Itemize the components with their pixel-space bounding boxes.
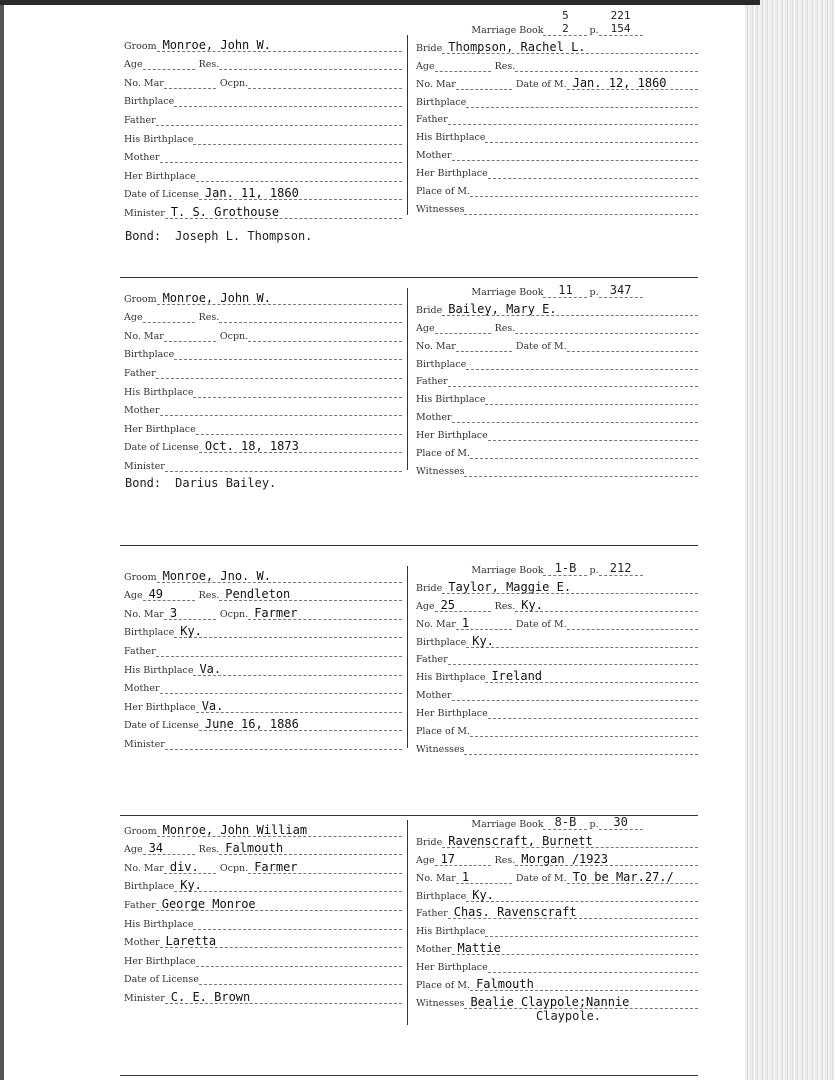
bride-field-father [416, 370, 698, 388]
page-top: 221 [610, 9, 631, 22]
field-label: His Birthplace [124, 664, 194, 676]
groom-ocpn-value: Farmer [248, 861, 402, 874]
bride-res-value: Morgan /1923 [515, 853, 698, 866]
field-label: Marriage Book [471, 25, 544, 36]
field-label: Father [124, 114, 156, 126]
field-label: Father [416, 376, 448, 388]
bride-field-age [416, 54, 698, 72]
field-label: Age [416, 60, 435, 72]
field-label: Date of M. [515, 78, 567, 90]
groom-no-mar-value: 3 [164, 607, 216, 620]
bride-witnesses-value [464, 754, 698, 755]
groom-field-his-birthplace [124, 911, 402, 930]
field-label: Age [124, 59, 143, 71]
bond-value: Darius Bailey. [175, 476, 277, 490]
bond-value: Joseph L. Thompson. [175, 229, 313, 243]
marriage-record-card [120, 815, 700, 1058]
groom-field-no-mar [124, 855, 402, 874]
bride-section [416, 556, 698, 755]
field-label: Place of M. [416, 186, 471, 198]
field-label: Res. [198, 312, 220, 324]
groom-age-value: 49 [143, 588, 195, 601]
field-label: Mother [124, 937, 160, 949]
column-divider [407, 566, 408, 748]
groom-field-father [124, 360, 402, 379]
field-label: Bride [416, 42, 443, 54]
marriage-book-number [562, 9, 569, 35]
field-label: Res. [198, 590, 220, 602]
groom-birthplace-value: Ky. [174, 625, 402, 638]
field-label: Res. [198, 844, 220, 856]
field-label: Birthplace [416, 358, 467, 370]
groom-field-no-mar [124, 323, 402, 342]
field-label: Her Birthplace [416, 708, 488, 720]
groom-birthplace-value: Ky. [174, 879, 402, 892]
field-label: Father [124, 645, 156, 657]
groom-res-value: Pendleton [219, 588, 402, 601]
field-label: Her Birthplace [124, 701, 196, 713]
groom-field-groom [124, 564, 402, 583]
field-label: Date of License [124, 720, 199, 732]
field-label: Age [124, 312, 143, 324]
bride-field-birthplace [416, 352, 698, 370]
field-label: Mother [124, 405, 160, 417]
field-label: His Birthplace [124, 386, 194, 398]
field-label: Minister [124, 738, 165, 750]
field-label: Marriage Book [471, 565, 544, 576]
field-label: His Birthplace [416, 394, 486, 406]
field-label: Place of M. [416, 726, 471, 738]
groom-field-mother [124, 930, 402, 949]
field-label: Mother [416, 944, 452, 956]
bride-section [416, 810, 698, 1024]
groom-field-age [124, 305, 402, 324]
scan-top-edge [0, 0, 760, 5]
field-label: Minister [124, 992, 165, 1004]
bride-field-her-birthplace [416, 423, 698, 441]
field-label: His Birthplace [416, 132, 486, 144]
scan-left-edge [0, 0, 4, 1080]
bond-label: Bond: [125, 476, 162, 490]
field-label: No. Mar [124, 608, 164, 620]
bride-father-value: Chas. Ravenscraft [448, 906, 698, 919]
groom-field-father [124, 638, 402, 657]
field-label: Date of M. [515, 618, 567, 630]
groom-date-of-license-value: June 16, 1886 [199, 718, 402, 731]
field-label: Age [416, 854, 435, 866]
field-label: Witnesses [416, 743, 465, 755]
field-label: Ocpn. [219, 77, 249, 89]
bride-field-no-mar [416, 72, 698, 90]
groom-field-birthplace [124, 874, 402, 893]
bond-line [125, 229, 312, 243]
bride-field-place-of-m [416, 441, 698, 459]
marriage-page-value: 212 [599, 562, 643, 576]
groom-field-age [124, 837, 402, 856]
bride-field-her-birthplace [416, 161, 698, 179]
field-label: Res. [494, 322, 516, 334]
field-label: His Birthplace [416, 926, 486, 938]
field-label: His Birthplace [416, 672, 486, 684]
bride-no-mar-value: 1 [456, 871, 512, 884]
bride-birthplace-value: Ky. [466, 635, 698, 648]
field-label: Res. [494, 600, 516, 612]
bride-field-his-birthplace [416, 665, 698, 683]
groom-field-minister [124, 985, 402, 1004]
field-label: No. Mar [124, 330, 164, 342]
groom-field-his-birthplace [124, 379, 402, 398]
field-label: Witnesses [416, 997, 465, 1009]
marriage-book-value: 8-B [543, 816, 587, 830]
groom-field-minister [124, 731, 402, 750]
field-label: No. Mar [124, 77, 164, 89]
bride-field-mother [416, 937, 698, 955]
groom-father-value: George Monroe [156, 898, 402, 911]
field-label: Res. [494, 60, 516, 72]
field-label: Witnesses [416, 465, 465, 477]
marriage-page-value: 30 [599, 816, 643, 830]
column-divider [407, 288, 408, 470]
groom-minister-value [165, 749, 402, 750]
groom-date-of-license-value: Jan. 11, 1860 [199, 187, 402, 200]
bride-section [416, 278, 698, 477]
field-label: Place of M. [416, 980, 471, 992]
bond-line [125, 476, 276, 490]
field-label: Father [416, 654, 448, 666]
groom-field-his-birthplace [124, 126, 402, 145]
bride-field-place-of-m [416, 719, 698, 737]
field-label: His Birthplace [124, 133, 194, 145]
field-label: Minister [124, 460, 165, 472]
bride-field-father [416, 648, 698, 666]
field-label: Marriage Book [471, 287, 544, 298]
field-label: Age [416, 322, 435, 334]
field-label: Her Birthplace [124, 423, 196, 435]
bride-age-value: 17 [435, 853, 491, 866]
groom-field-her-birthplace [124, 163, 402, 182]
groom-field-groom [124, 818, 402, 837]
field-label: Marriage Book [471, 819, 544, 830]
groom-field-date-of-license [124, 713, 402, 732]
groom-field-mother [124, 398, 402, 417]
bride-date-of-m-value: Jan. 12, 1860 [567, 77, 698, 90]
field-label: Groom [124, 825, 157, 837]
groom-no-mar-value: div. [164, 861, 216, 874]
bride-mother-value: Mattie [452, 942, 698, 955]
bride-witnesses-value [464, 476, 698, 477]
book-bottom: 2 [562, 22, 569, 35]
bride-witnesses-value: Bealie Claypole;Nannie [464, 996, 698, 1009]
groom-date-of-license-value: Oct. 18, 1873 [199, 440, 402, 453]
bride-field-birthplace [416, 630, 698, 648]
bride-field-mother [416, 143, 698, 161]
groom-name-value: Monroe, Jno. W. [157, 570, 402, 583]
field-label: Ocpn. [219, 330, 249, 342]
bride-field-witnesses [416, 197, 698, 215]
bride-field-her-birthplace [416, 955, 698, 973]
bride-date-of-m-value: To be Mar.27./ [567, 871, 698, 884]
bride-name-value: Bailey, Mary E. [442, 303, 698, 316]
marriage-book-value: 11 [543, 284, 587, 298]
bride-no-mar-value: 1 [456, 617, 512, 630]
field-label: p. [589, 25, 599, 36]
field-label: No. Mar [416, 872, 456, 884]
groom-field-father [124, 892, 402, 911]
field-label: Witnesses [416, 203, 465, 215]
groom-field-age [124, 52, 402, 71]
page-number [611, 9, 631, 35]
field-label: Mother [416, 150, 452, 162]
groom-name-value: Monroe, John W. [157, 39, 402, 52]
field-label: No. Mar [416, 618, 456, 630]
groom-field-his-birthplace [124, 657, 402, 676]
page-bottom: 154 [610, 22, 631, 35]
card-separator [120, 545, 698, 546]
field-label: Birthplace [416, 96, 467, 108]
bride-field-no-mar [416, 612, 698, 630]
marriage-record-card [120, 283, 700, 526]
card-separator [120, 1075, 698, 1076]
groom-minister-value: T. S. Grothouse [165, 206, 402, 219]
groom-field-mother [124, 145, 402, 164]
field-label: Mother [124, 683, 160, 695]
bride-field-mother [416, 405, 698, 423]
field-label: Ocpn. [219, 862, 249, 874]
book-top: 5 [562, 9, 569, 22]
field-label: Bride [416, 582, 443, 594]
groom-field-birthplace [124, 89, 402, 108]
groom-res-value: Falmouth [219, 842, 402, 855]
bride-name-value: Ravenscraft, Burnett [442, 835, 698, 848]
bride-field-bride [416, 36, 698, 54]
bride-field-no-mar [416, 866, 698, 884]
bride-field-his-birthplace [416, 919, 698, 937]
field-label: Res. [198, 59, 220, 71]
groom-section [124, 286, 402, 472]
field-label: Bride [416, 304, 443, 316]
field-label: Her Birthplace [124, 955, 196, 967]
field-label: Date of License [124, 974, 199, 986]
bride-field-age [416, 316, 698, 334]
bride-field-bride [416, 830, 698, 848]
bride-field-age [416, 848, 698, 866]
field-label: Place of M. [416, 448, 471, 460]
field-label: Birthplace [124, 627, 175, 639]
field-label: His Birthplace [124, 918, 194, 930]
field-label: Groom [124, 293, 157, 305]
bride-field-father [416, 902, 698, 920]
field-label: No. Mar [416, 78, 456, 90]
field-label: Ocpn. [219, 608, 249, 620]
field-label: Birthplace [124, 349, 175, 361]
marriage-book-ref [416, 810, 698, 830]
bride-field-witnesses [416, 459, 698, 477]
marriage-book-ref [416, 278, 698, 298]
field-label: Age [124, 590, 143, 602]
groom-field-birthplace [124, 620, 402, 639]
field-label: Her Birthplace [416, 168, 488, 180]
groom-field-date-of-license [124, 967, 402, 986]
marriage-book-ref [416, 556, 698, 576]
bride-field-mother [416, 683, 698, 701]
bride-name-value: Thompson, Rachel L. [442, 41, 698, 54]
groom-field-father [124, 107, 402, 126]
bride-field-bride [416, 576, 698, 594]
field-label: Groom [124, 571, 157, 583]
bride-field-place-of-m [416, 973, 698, 991]
bride-witnesses-value [464, 214, 698, 215]
bride-field-her-birthplace [416, 701, 698, 719]
field-label: p. [589, 287, 599, 298]
field-label: Father [124, 899, 156, 911]
groom-name-value: Monroe, John W. [157, 292, 402, 305]
groom-name-value: Monroe, John William [157, 824, 402, 837]
field-label: p. [589, 819, 599, 830]
groom-field-groom [124, 33, 402, 52]
field-label: Birthplace [124, 96, 175, 108]
groom-his-birthplace-value: Va. [193, 663, 402, 676]
marriage-record-card [120, 9, 700, 273]
groom-field-her-birthplace [124, 948, 402, 967]
field-label: Bride [416, 836, 443, 848]
groom-field-her-birthplace [124, 694, 402, 713]
groom-field-groom [124, 286, 402, 305]
marriage-book-value [543, 9, 587, 36]
bride-field-his-birthplace [416, 387, 698, 405]
field-label: Age [416, 600, 435, 612]
groom-field-date-of-license [124, 182, 402, 201]
bride-age-value: 25 [435, 599, 491, 612]
groom-field-her-birthplace [124, 416, 402, 435]
groom-field-birthplace [124, 342, 402, 361]
bride-field-father [416, 108, 698, 126]
marriage-book-value: 1-B [543, 562, 587, 576]
field-label: Date of M. [515, 340, 567, 352]
bride-place-of-m-value: Falmouth [470, 978, 698, 991]
marriage-page-value [599, 9, 643, 36]
marriage-book-ref [416, 9, 698, 36]
column-divider [407, 820, 408, 1025]
field-label: Mother [124, 152, 160, 164]
field-label: Age [124, 844, 143, 856]
bride-field-witnesses [416, 991, 698, 1009]
groom-section [124, 818, 402, 1004]
column-divider [407, 35, 408, 215]
bride-field-witnesses [416, 737, 698, 755]
field-label: Date of License [124, 189, 199, 201]
bride-field-bride [416, 298, 698, 316]
bride-field-place-of-m [416, 179, 698, 197]
bride-field-age [416, 594, 698, 612]
bride-field-birthplace [416, 90, 698, 108]
marriage-page-value: 347 [599, 284, 643, 298]
groom-field-date-of-license [124, 435, 402, 454]
field-label: Her Birthplace [124, 170, 196, 182]
bride-section [416, 9, 698, 215]
bond-label: Bond: [125, 229, 162, 243]
field-label: Mother [416, 690, 452, 702]
groom-her-birthplace-value: Va. [196, 700, 402, 713]
field-label: No. Mar [124, 862, 164, 874]
field-label: Birthplace [416, 636, 467, 648]
bride-res-value: Ky. [515, 599, 698, 612]
groom-field-no-mar [124, 601, 402, 620]
groom-field-minister [124, 200, 402, 219]
groom-section [124, 33, 402, 219]
field-label: Mother [416, 412, 452, 424]
field-label: Res. [494, 854, 516, 866]
field-label: Father [416, 114, 448, 126]
bride-birthplace-value: Ky. [466, 889, 698, 902]
field-label: Her Birthplace [416, 962, 488, 974]
groom-field-mother [124, 676, 402, 695]
bride-field-birthplace [416, 884, 698, 902]
scan-edge-noise [745, 0, 835, 1080]
marriage-record-card [120, 561, 700, 804]
groom-mother-value: Laretta [160, 935, 402, 948]
groom-field-age [124, 583, 402, 602]
field-label: Father [124, 367, 156, 379]
field-label: Date of License [124, 442, 199, 454]
field-label: Date of M. [515, 872, 567, 884]
bride-his-birthplace-value: Ireland [485, 670, 698, 683]
field-label: Birthplace [124, 881, 175, 893]
groom-minister-value: C. E. Brown [165, 991, 402, 1004]
groom-field-minister [124, 453, 402, 472]
bride-field-his-birthplace [416, 125, 698, 143]
bride-name-value: Taylor, Maggie E. [442, 581, 698, 594]
groom-field-no-mar [124, 70, 402, 89]
groom-section [124, 564, 402, 750]
field-label: Her Birthplace [416, 430, 488, 442]
groom-ocpn-value: Farmer [248, 607, 402, 620]
witnesses-continuation: Claypole. [536, 1008, 602, 1023]
bride-field-no-mar [416, 334, 698, 352]
field-label: p. [589, 565, 599, 576]
field-label: Minister [124, 207, 165, 219]
field-label: Father [416, 908, 448, 920]
field-label: No. Mar [416, 340, 456, 352]
groom-minister-value [165, 471, 402, 472]
groom-age-value: 34 [143, 842, 195, 855]
field-label: Groom [124, 40, 157, 52]
field-label: Birthplace [416, 890, 467, 902]
